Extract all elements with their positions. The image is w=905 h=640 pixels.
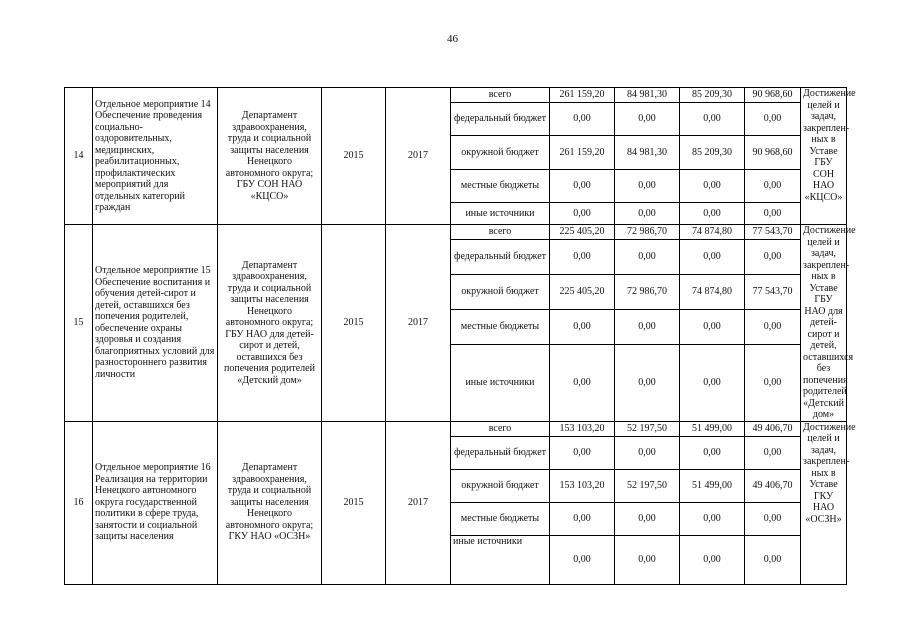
- value-total: 0,00: [550, 170, 615, 203]
- source-label: окружной бюджет: [451, 274, 550, 309]
- value-2017: 0,00: [745, 239, 801, 274]
- expected-result: Достижение целей и задач, закреплен-ных в Уставе ГКУ НАО «ОСЗН»: [801, 421, 847, 584]
- value-2015: 0,00: [615, 239, 680, 274]
- value-total: 261 159,20: [550, 88, 615, 103]
- value-2015: 0,00: [615, 170, 680, 203]
- source-label: федеральный бюджет: [451, 103, 550, 136]
- value-2017: 0,00: [745, 203, 801, 225]
- executor: Департамент здравоохранения, труда и социальной защиты населения Ненецкого автономного округа; ГКУ НАО «ОСЗН»: [218, 421, 322, 584]
- measure-name: Отдельное мероприятие 15 Обеспечение воспитания и обучения детей-сирот и детей, оставшихся без попечения родителей, обеспечение охраны здоровья и создания благоприятных условий для разностороннего развития личности: [93, 225, 218, 422]
- value-2015: 0,00: [615, 103, 680, 136]
- value-2016: 0,00: [680, 436, 745, 469]
- value-2017: 90 968,60: [745, 88, 801, 103]
- value-2016: 0,00: [680, 203, 745, 225]
- value-2015: 84 981,30: [615, 136, 680, 170]
- value-total: 0,00: [550, 103, 615, 136]
- value-2015: 0,00: [615, 502, 680, 535]
- end-year: 2017: [386, 225, 451, 422]
- value-2016: 0,00: [680, 535, 745, 584]
- source-label: местные бюджеты: [451, 309, 550, 344]
- value-2017: 77 543,70: [745, 225, 801, 240]
- executor: Департамент здравоохранения, труда и социальной защиты населения Ненецкого автономного округа; ГБУ СОН НАО «КЦСО»: [218, 88, 322, 225]
- table-row: [65, 225, 847, 240]
- expected-result: Достижение целей и задач, закреплен-ных в Уставе ГБУ СОН НАО «КЦСО»: [801, 88, 847, 225]
- value-total: 0,00: [550, 203, 615, 225]
- value-2016: 0,00: [680, 103, 745, 136]
- end-year: 2017: [386, 421, 451, 584]
- value-2017: 0,00: [745, 436, 801, 469]
- program-table: [64, 87, 856, 585]
- value-total: 0,00: [550, 436, 615, 469]
- value-2015: 0,00: [615, 535, 680, 584]
- value-total: 261 159,20: [550, 136, 615, 170]
- value-2016: 51 499,00: [680, 469, 745, 502]
- value-2017: 0,00: [745, 502, 801, 535]
- value-2016: 0,00: [680, 309, 745, 344]
- row-number: 16: [65, 421, 93, 584]
- value-2017: 49 406,70: [745, 421, 801, 436]
- value-2015: 72 986,70: [615, 225, 680, 240]
- value-2017: 0,00: [745, 170, 801, 203]
- value-2015: 72 986,70: [615, 274, 680, 309]
- value-total: 225 405,20: [550, 274, 615, 309]
- value-total: 0,00: [550, 239, 615, 274]
- start-year: 2015: [322, 421, 386, 584]
- value-2017: 77 543,70: [745, 274, 801, 309]
- value-2016: 74 874,80: [680, 225, 745, 240]
- value-2015: 84 981,30: [615, 88, 680, 103]
- start-year: 2015: [322, 225, 386, 422]
- value-2017: 0,00: [745, 309, 801, 344]
- source-label: местные бюджеты: [451, 502, 550, 535]
- value-2015: 0,00: [615, 345, 680, 422]
- measure-name: Отдельное мероприятие 14 Обеспечение проведения социально-оздоровительных, медицинских, реабилитационных, профилактических мероприятий для отдельных категорий граждан: [93, 88, 218, 225]
- value-2015: 0,00: [615, 203, 680, 225]
- source-label: всего: [451, 421, 550, 436]
- value-total: 153 103,20: [550, 421, 615, 436]
- value-2016: 0,00: [680, 345, 745, 422]
- executor: Департамент здравоохранения, труда и социальной защиты населения Ненецкого автономного округа; ГБУ НАО для детей-сирот и детей, оставшихся без попечения родителей «Детский дом»: [218, 225, 322, 422]
- value-2015: 52 197,50: [615, 469, 680, 502]
- value-total: 225 405,20: [550, 225, 615, 240]
- source-label: окружной бюджет: [451, 469, 550, 502]
- row-number: 15: [65, 225, 93, 422]
- value-2016: 51 499,00: [680, 421, 745, 436]
- value-2015: 52 197,50: [615, 421, 680, 436]
- value-2016: 0,00: [680, 170, 745, 203]
- page-number: 46: [447, 33, 458, 45]
- value-2017: 0,00: [745, 103, 801, 136]
- value-2016: 85 209,30: [680, 136, 745, 170]
- value-2015: 0,00: [615, 436, 680, 469]
- source-label: иные источники: [451, 345, 550, 422]
- source-label: иные источники: [451, 203, 550, 225]
- source-label: всего: [451, 88, 550, 103]
- value-total: 0,00: [550, 345, 615, 422]
- value-2017: 90 968,60: [745, 136, 801, 170]
- value-total: 153 103,20: [550, 469, 615, 502]
- value-2016: 74 874,80: [680, 274, 745, 309]
- source-label: федеральный бюджет: [451, 436, 550, 469]
- value-total: 0,00: [550, 502, 615, 535]
- table-row: [65, 88, 847, 103]
- value-2016: 85 209,30: [680, 88, 745, 103]
- value-2015: 0,00: [615, 309, 680, 344]
- value-2017: 0,00: [745, 345, 801, 422]
- source-label: местные бюджеты: [451, 170, 550, 203]
- start-year: 2015: [322, 88, 386, 225]
- expected-result: Достижение целей и задач, закреплен-ных в Уставе ГБУ НАО для детей-сирот и детей, оставшихся без попечения родителей «Детский дом»: [801, 225, 847, 422]
- value-2016: 0,00: [680, 239, 745, 274]
- source-label: иные источники: [451, 535, 550, 584]
- source-label: федеральный бюджет: [451, 239, 550, 274]
- value-total: 0,00: [550, 309, 615, 344]
- row-number: 14: [65, 88, 93, 225]
- value-2017: 0,00: [745, 535, 801, 584]
- end-year: 2017: [386, 88, 451, 225]
- source-label: всего: [451, 225, 550, 240]
- value-total: 0,00: [550, 535, 615, 584]
- measure-name: Отдельное мероприятие 16 Реализация на территории Ненецкого автономного округа государственной политики в сфере труда, занятости и социальной защиты населения: [93, 421, 218, 584]
- table-row: [65, 421, 847, 436]
- source-label: окружной бюджет: [451, 136, 550, 170]
- value-2016: 0,00: [680, 502, 745, 535]
- value-2017: 49 406,70: [745, 469, 801, 502]
